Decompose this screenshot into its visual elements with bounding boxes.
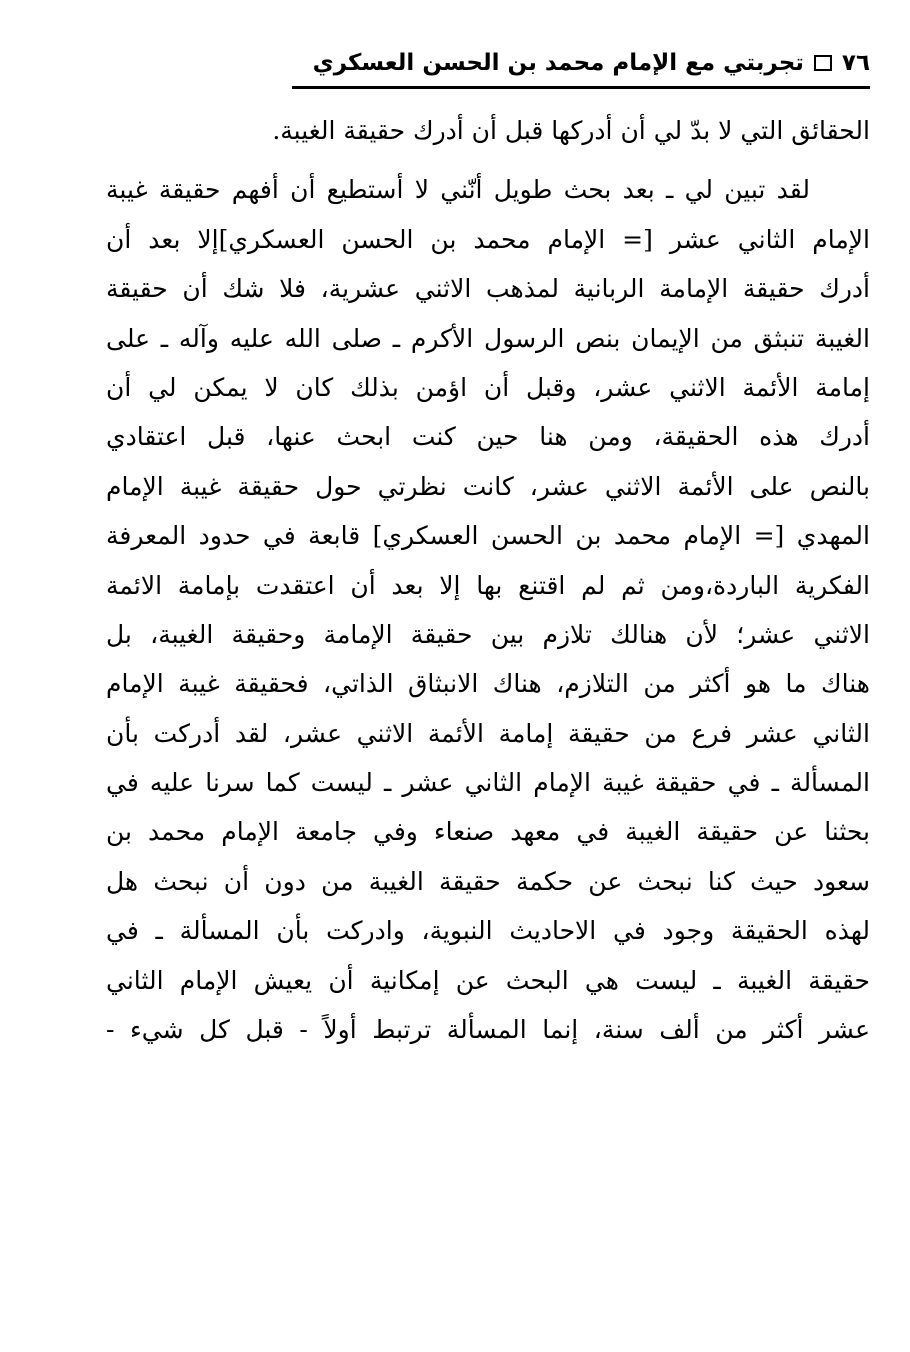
text-line: أدرك حقيقة الإمامة الربانية لمذهب الاثني عشرية، فلا شك أن حقيقة	[106, 274, 870, 304]
text-line: لهذه الحقيقة وجود في الاحاديث النبوية، وادركت بأن المسألة ـ في	[106, 916, 870, 946]
header-rule	[292, 86, 870, 89]
text-line: أدرك هذه الحقيقة، ومن هنا حين كنت ابحث عنها، قبل اعتقادي	[106, 422, 870, 452]
square-ornament-icon	[814, 55, 832, 71]
text-line: سعود حيث كنا نبحث عن حكمة حقيقة الغيبة من دون أن نبحث هل	[106, 866, 870, 896]
text-line: المسألة ـ في حقيقة غيبة الإمام الثاني عشر ـ ليست كما سرنا عليه في	[106, 768, 870, 798]
text-line: الثاني عشر فرع من حقيقة إمامة الأئمة الاثني عشر، لقد أدركت بأن	[106, 718, 870, 748]
text-line: عشر أكثر من ألف سنة، إنما المسألة ترتبط أولاً - قبل كل شيء -	[106, 1015, 870, 1045]
text-line: الاثني عشر؛ لأن هنالك تلازم بين حقيقة الإمامة وحقيقة الغيبة، بل	[106, 619, 870, 649]
page-number: ٧٦	[841, 50, 870, 76]
running-header	[292, 44, 870, 82]
running-title: تجربتي مع الإمام محمد بن الحسن العسكري	[312, 50, 804, 76]
text-line: الإمام الثاني عشر [= الإمام محمد بن الحسن العسكري]إلا بعد أن	[106, 224, 870, 254]
text-line: بحثنا عن حقيقة الغيبة في معهد صنعاء وفي جامعة الإمام محمد بن	[106, 817, 870, 847]
text-line: الفكرية الباردة،ومن ثم لم اقتنع بها إلا بعد أن اعتقدت بإمامة الائمة	[106, 570, 870, 600]
text-line: الحقائق التي لا بدّ لي أن أدركها قبل أن أدرك حقيقة الغيبة.	[272, 116, 870, 145]
text-line: المهدي [= الإمام محمد بن الحسن العسكري] قابعة في حدود المعرفة	[106, 521, 870, 551]
text-line: هناك ما هو أكثر من التلازم، هناك الانبثاق الذاتي، فحقيقة غيبة الإمام	[106, 669, 870, 699]
text-line: حقيقة الغيبة ـ ليست هي البحث عن إمكانية أن يعيش الإمام الثاني	[106, 965, 870, 995]
text-line: لقد تبين لي ـ بعد بحث طويل أنّني لا أستطيع أن أفهم حقيقة غيبة	[106, 175, 810, 205]
text-line: إمامة الأئمة الاثني عشر، وقبل أن اؤمن بذلك كان لا يمكن لي أن	[106, 372, 870, 402]
text-line: بالنص على الأئمة الاثني عشر، كانت نظرتي حول حقيقة غيبة الإمام	[106, 471, 870, 501]
text-line: الغيبة تنبثق من الإيمان بنص الرسول الأكرم ـ صلى الله عليه وآله ـ على	[106, 323, 870, 353]
page-body	[106, 106, 870, 1054]
